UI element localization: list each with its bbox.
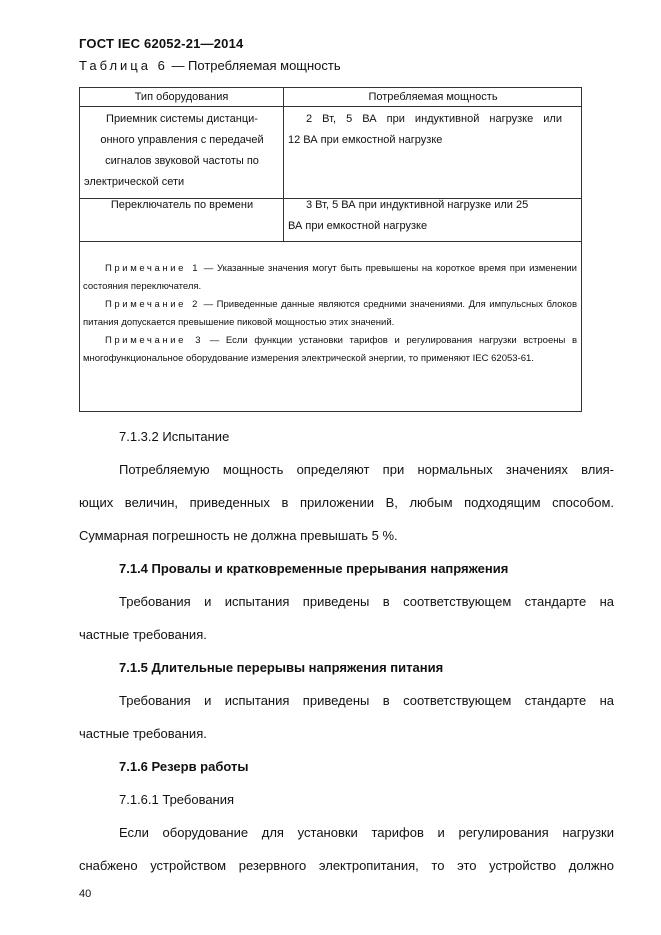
column-header-equipment: Тип оборудования [134,91,229,103]
power-table [79,87,582,412]
paragraph-line: частные требования. [79,726,207,741]
header-divider [80,106,581,107]
notes-divider [80,241,581,242]
section-7-1-6-heading: 7.1.6 Резерв работы [119,759,249,774]
note-1: Примечание 1 — Указанные значения могут быть превышены на короткое время при изменении состояния переключателя. [83,263,577,292]
body-text [79,420,614,882]
table-caption [79,58,341,73]
paragraph-line: Требования и испытания приведены в соответствующем стандарте на [119,594,614,609]
document-code: ГОСТ IEC 62052-21—2014 [79,36,244,51]
section-7-1-3-2-title: 7.1.3.2 Испытание [119,429,230,444]
table-caption-title: — Потребляемая мощность [167,58,341,73]
table-cell-equipment-2: Переключатель по времени [110,199,254,211]
table-cell-equipment-1: Приемник системы дистанци- онного управления с передачей сигналов звуковой частоты по электрической сети [84,113,264,188]
paragraph-line: Требования и испытания приведены в соответствующем стандарте на [119,693,614,708]
note-3: Примечание 3 — Если функции установки тарифов и регулирования нагрузки встроены в многофункциональное оборудование измерения электрической энергии, то применяют IEC 62053-61. [83,335,577,364]
section-7-1-4-heading: 7.1.4 Провалы и кратковременные прерывания напряжения [119,561,509,576]
table-notes [83,260,577,368]
paragraph-line: снабжено устройством резервного электропитания, то это устройство должно [79,858,614,873]
table-cell-power-2: 3 Вт, 5 ВА при индуктивной нагрузке или 25 ВА при емкостной нагрузке [288,199,529,232]
paragraph-line: Потребляемую мощность определяют при нормальных значениях влия- [119,462,614,477]
paragraph-line: Если оборудование для установки тарифов и регулирования нагрузки [119,825,614,840]
paragraph-line: Суммарная погрешность не должна превышать 5 %. [79,528,398,543]
note-2: Примечание 2 — Приведенные данные являются средними значениями. Для импульсных блоков питания допускается превышение пиковой мощностью этих значений. [83,299,577,328]
column-divider [283,88,284,241]
section-7-1-6-1-title: 7.1.6.1 Требования [119,792,235,807]
section-7-1-5-heading: 7.1.5 Длительные перерывы напряжения питания [119,660,444,675]
table-cell-power-1: 2 Вт, 5 ВА при индуктивной нагрузке или 12 ВА при емкостной нагрузке [288,113,562,146]
column-header-power: Потребляемая мощность [368,91,498,103]
table-caption-label: Таблица 6 [79,58,168,73]
paragraph-line: ющих величин, приведенных в приложении В, любым подходящим способом. [79,495,614,510]
page-number: 40 [79,888,92,900]
paragraph-line: частные требования. [79,627,207,642]
